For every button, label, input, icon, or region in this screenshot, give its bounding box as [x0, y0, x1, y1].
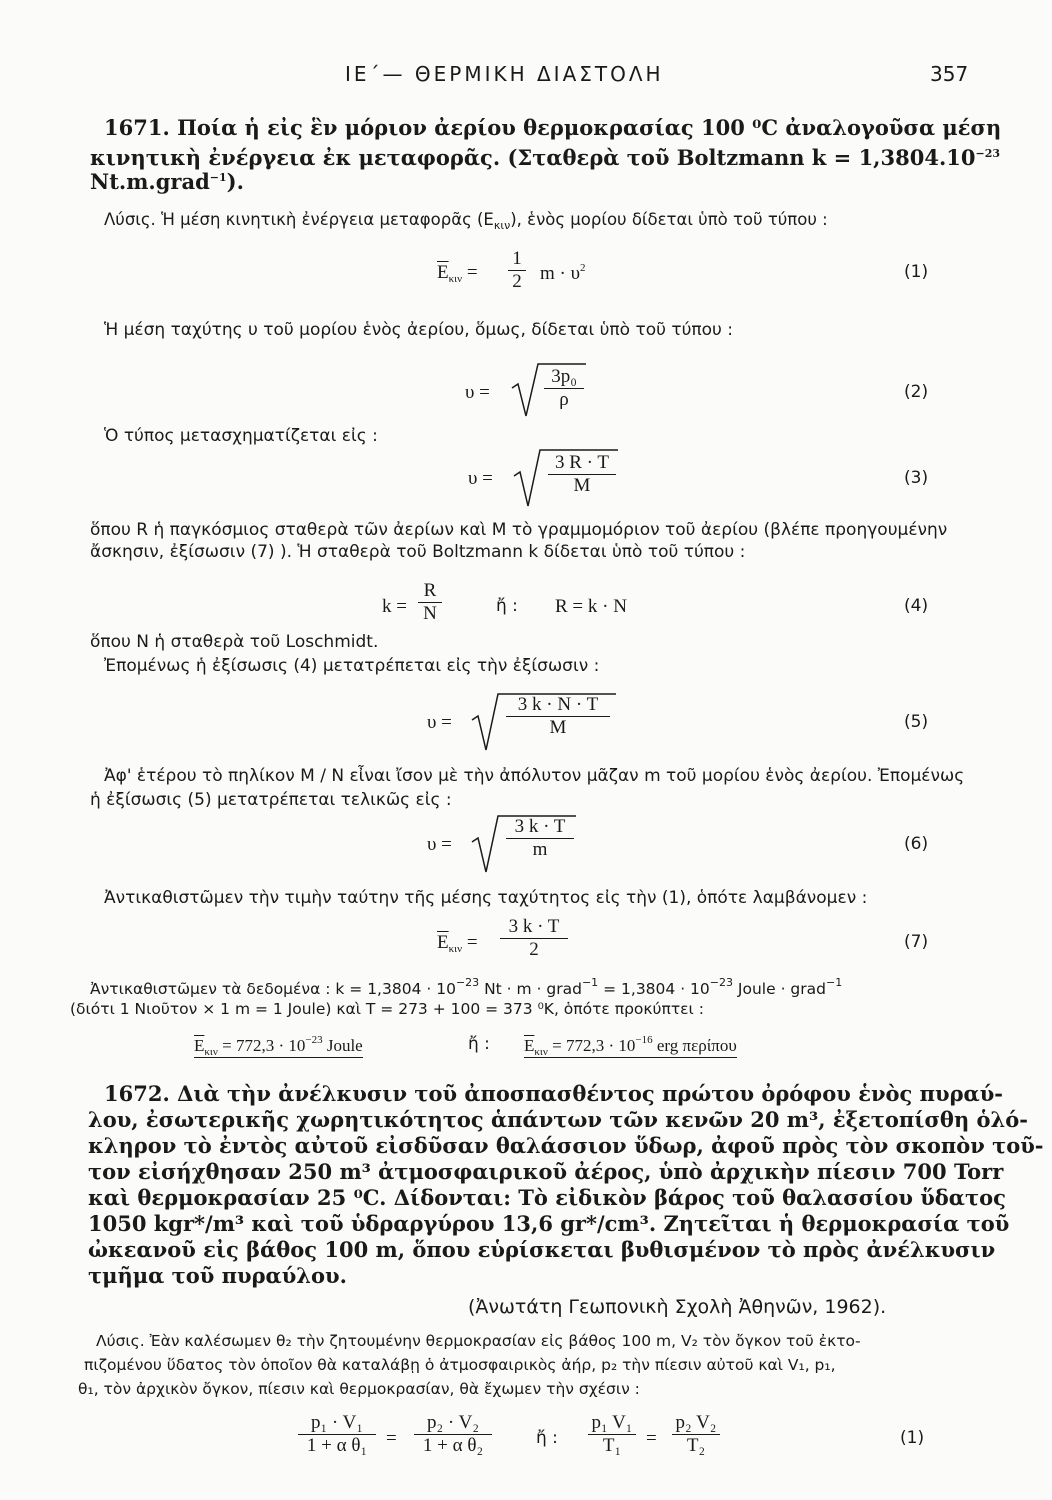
equation-1-rhs — [540, 262, 586, 285]
numerator: p₁ · V₁ — [311, 1412, 363, 1433]
numerator: 3 R · T — [554, 452, 609, 473]
problem-1672-line-2: λου, ἐσωτερικῆς χωρητικότητος ἁπάντων τῶν κενῶν 20 m³, ἐξετοπίσθη ὁλό- — [88, 1107, 1028, 1132]
running-title: ΙΕ΄— ΘΕΡΜΙΚΗ ΔΙΑΣΤΟΛΗ — [345, 62, 664, 86]
exponent: −1 — [209, 171, 227, 184]
exponent: 2 — [580, 262, 586, 274]
numerator: p₂ · V₂ — [427, 1412, 479, 1433]
problem-text: κινητικὴ ἐνέργεια ἐκ μεταφορᾶς. (Σταθερὰ τοῦ Boltzmann k = 1,3804.10 — [90, 145, 976, 170]
paragraph-mass-ratio-2: ἡ ἐξίσωσις (5) μετατρέπεται τελικῶς εἰς : — [90, 790, 452, 810]
denominator: 1 + α θ₂ — [414, 1434, 492, 1457]
paragraph-transform: Ὁ τύπος μετασχηματίζεται εἰς : — [104, 426, 378, 446]
result-erg — [524, 1034, 737, 1058]
eq1672-frac-d — [672, 1412, 720, 1457]
data-text: = 1,3804 · 10 — [598, 980, 710, 998]
solution-1672-line-2: πιζομένου ὕδατος τὸν ὁποῖον θὰ καταλάβῃ ὁ ἀτμοσφαιρικὸς ἀήρ, p₂ τὴν πίεσιν αὐτοῦ καὶ V₁, p₁, — [84, 1356, 836, 1374]
solution-text: Ἐὰν καλέσωμεν θ₂ τὴν ζητουμένην θερμοκρασίαν εἰς βάθος 100 m, V₂ τὸν ὄγκον τοῦ ἐκτο- — [149, 1332, 861, 1350]
paragraph-data-2: (διότι 1 Νιοῦτον × 1 m = 1 Joule) καὶ T = 273 + 100 = 373 ⁰K, ὁπότε προκύπτει : — [70, 1000, 704, 1018]
numerator: 3 k · T — [508, 916, 560, 937]
equals-sign: = — [466, 932, 478, 953]
equals-sign: = — [646, 1428, 657, 1449]
equation-3-tag: (3) — [904, 468, 929, 488]
denominator: M — [548, 474, 616, 497]
exponent: −23 — [709, 976, 733, 989]
exponent: −1 — [581, 976, 599, 989]
subscript: κιν — [448, 273, 463, 285]
numerator: p₂ V₂ — [675, 1412, 717, 1433]
subscript: κιν — [448, 943, 463, 955]
value: = 772,3 · 10 — [217, 1036, 306, 1055]
result-joule — [194, 1034, 363, 1058]
equation-5-fraction — [506, 694, 610, 739]
solution-text: Ἡ μέση κινητικὴ ἐνέργεια μεταφορᾶς (Ε — [161, 210, 494, 229]
solution-label: Λύσις. — [96, 1332, 145, 1350]
page-number: 357 — [930, 62, 969, 86]
exponent: −16 — [635, 1034, 653, 1046]
solution-intro — [104, 210, 828, 232]
paragraph-gas-constant-1: ὅπου R ἡ παγκόσμιος σταθερὰ τῶν ἀερίων καὶ M τὸ γραμμομόριον τοῦ ἀερίου (βλέπε προηγουμένην — [90, 520, 948, 540]
equation-4-or: ἤ : — [496, 596, 518, 616]
equation-3-lhs: υ = — [468, 468, 493, 489]
equation-6-lhs: υ = — [427, 834, 452, 855]
denominator: 2 — [508, 270, 526, 293]
denominator: 2 — [500, 938, 568, 961]
numerator: R — [423, 580, 437, 601]
symbol: $\overline{E}$ — [524, 1036, 535, 1055]
equation-4-tag: (4) — [904, 596, 929, 616]
equation-1-fraction — [508, 248, 526, 293]
equation-7-lhs — [437, 932, 478, 955]
paragraph-mass-ratio-1: Ἀφ' ἑτέρου τὸ πηλίκον M / N εἶναι ἴσον μὲ τὴν ἀπόλυτον μᾶζαν m τοῦ μορίου ἑνὸς ἀερίου. Ἐπομένως — [104, 766, 965, 786]
numerator: 1 — [512, 248, 522, 269]
exponent: −1 — [825, 976, 843, 989]
problem-number: 1672. — [104, 1081, 170, 1106]
numerator: 3p₀ — [551, 366, 577, 387]
equals-sign: = — [386, 1428, 397, 1449]
unit: erg περίπου — [652, 1036, 737, 1055]
solution-text: ), ἑνὸς μορίου δίδεται ὑπὸ τοῦ τύπου : — [510, 210, 828, 229]
equation-6-tag: (6) — [904, 834, 929, 854]
problem-1672-line-3: κληρον τὸ ἐντὸς αὐτοῦ εἰσδῦσαν θαλάσσιον ὕδωρ, ἀφοῦ πρὸς τὸν σκοπὸν τοῦ- — [88, 1133, 1044, 1158]
paragraph-gas-constant-2: ἄσκησιν, ἐξίσωσιν (7) ). Ἡ σταθερὰ τοῦ Boltzmann k δίδεται ὑπὸ τοῦ τύπου : — [90, 542, 746, 562]
problem-text: Nt.m.grad — [90, 169, 210, 194]
equation-4-lhs: k = — [382, 596, 407, 617]
numerator: p₁ V₁ — [591, 1412, 633, 1433]
denominator: 1 + α θ₁ — [298, 1434, 376, 1457]
problem-text: Διὰ τὴν ἀνέλκυσιν τοῦ ἀποσπασθέντος πρώτου ὀρόφου ἑνὸς πυραύ- — [177, 1081, 1003, 1106]
paragraph-therefore: Ἐπομένως ἡ ἐξίσωσις (4) μετατρέπεται εἰς τὴν ἐξίσωσιν : — [104, 656, 600, 676]
subscript: κιν — [204, 1046, 218, 1058]
equation-1-tag: (1) — [904, 262, 929, 282]
eq1672-or: ἤ : — [536, 1428, 558, 1448]
paragraph-loschmidt: ὅπου N ἡ σταθερὰ τοῦ Loschmidt. — [90, 632, 379, 652]
problem-1672-line-8: τμῆμα τοῦ πυραύλου. — [88, 1263, 347, 1288]
subscript: κιν — [534, 1046, 548, 1058]
source-citation: (Ἀνωτάτη Γεωπονικὴ Σχολὴ Ἀθηνῶν, 1962). — [468, 1296, 887, 1318]
problem-1672-line-6: 1050 kgr*/m³ καὶ τοῦ ὑδραργύρου 13,6 gr*/cm³. Ζητεῖται ἡ θερμοκρασία τοῦ — [88, 1211, 1010, 1236]
problem-text: ). — [226, 169, 244, 194]
symbol: $\overline{E}$ — [437, 932, 449, 953]
problem-1671-line-3 — [90, 166, 244, 194]
equation-2-fraction — [544, 366, 584, 411]
denominator: M — [506, 716, 610, 739]
solution-1672-line-1 — [96, 1332, 861, 1350]
equation-4-rhs: R = k · N — [555, 596, 627, 617]
solution-label: Λύσις. — [104, 210, 156, 229]
equation-7-fraction — [500, 916, 568, 961]
problem-1671-line-1 — [104, 116, 1001, 140]
equation-6-fraction — [506, 816, 574, 861]
eq1672-frac-a — [298, 1412, 376, 1457]
paragraph-mean-velocity: Ἡ μέση ταχύτης υ τοῦ μορίου ἑνὸς ἀερίου, ὅμως, δίδεται ὑπὸ τοῦ τύπου : — [104, 320, 734, 340]
data-text: Ἀντικαθιστῶμεν τὰ δεδομένα : k = 1,3804 · 10 — [90, 980, 456, 998]
denominator: ρ — [544, 388, 584, 411]
symbol: $\overline{E}$ — [437, 262, 449, 283]
denominator: m — [506, 838, 574, 861]
problem-1672-line-4: τον εἰσήχθησαν 250 m³ ἀτμοσφαιρικοῦ ἀέρος, ὑπὸ ἀρχικὴν πίεσιν 700 Torr — [88, 1159, 1004, 1184]
problem-1672-line-7: ὠκεανοῦ εἰς βάθος 100 m, ὅπου εὑρίσκεται βυθισμένον τὸ πρὸς ἀνέλκυσιν — [88, 1237, 996, 1262]
exponent: −23 — [455, 976, 480, 989]
numerator: 3 k · T — [514, 816, 566, 837]
subscript: κιν — [493, 219, 511, 232]
symbol: m · υ — [540, 263, 581, 284]
paragraph-data-1 — [90, 976, 842, 998]
equation-4-fraction — [418, 580, 442, 625]
denominator: T₂ — [672, 1434, 720, 1457]
solution-1672-line-3: θ₁, τὸν ἀρχικὸν ὄγκον, πίεσιν καὶ θερμοκρασίαν, θὰ ἔχωμεν τὴν σχέσιν : — [78, 1380, 640, 1398]
denominator: N — [418, 602, 442, 625]
symbol: $\overline{E}$ — [194, 1036, 205, 1055]
equation-5-lhs: υ = — [427, 712, 452, 733]
eq1672-tag: (1) — [900, 1428, 925, 1448]
eq1672-frac-c — [588, 1412, 636, 1457]
problem-1672-line-5: καὶ θερμοκρασίαν 25 ⁰C. Δίδονται: Τὸ εἰδικὸν βάρος τοῦ θαλασσίου ὕδατος — [88, 1185, 1006, 1210]
eq1672-frac-b — [414, 1412, 492, 1457]
equation-5-tag: (5) — [904, 712, 929, 732]
problem-text: Ποία ἡ εἰς ἓν μόριον ἀερίου θερμοκρασίας 100 ⁰C ἀναλογοῦσα μέση — [177, 115, 1002, 140]
equation-7-tag: (7) — [904, 932, 929, 952]
exponent: −23 — [975, 147, 1001, 160]
exponent: −23 — [305, 1034, 323, 1046]
denominator: T₁ — [588, 1434, 636, 1457]
result-or: ἤ : — [468, 1034, 490, 1054]
equation-2-lhs: υ = — [465, 382, 490, 403]
data-text: Joule · grad — [733, 980, 826, 998]
equation-2-tag: (2) — [904, 382, 929, 402]
paragraph-substitute: Ἀντικαθιστῶμεν τὴν τιμὴν ταύτην τῆς μέσης ταχύτητος εἰς τὴν (1), ὁπότε λαμβάνομεν : — [104, 888, 868, 908]
data-text: Nt · m · grad — [479, 980, 582, 998]
numerator: 3 k · N · T — [517, 694, 599, 715]
problem-1672-line-1 — [104, 1082, 1003, 1106]
unit: Joule — [322, 1036, 363, 1055]
equation-3-fraction — [548, 452, 616, 497]
value: = 772,3 · 10 — [547, 1036, 636, 1055]
problem-number: 1671. — [104, 115, 170, 140]
equation-1-lhs: $\overline{E}_{\kappa\iota\nu}$ = — [437, 262, 478, 285]
